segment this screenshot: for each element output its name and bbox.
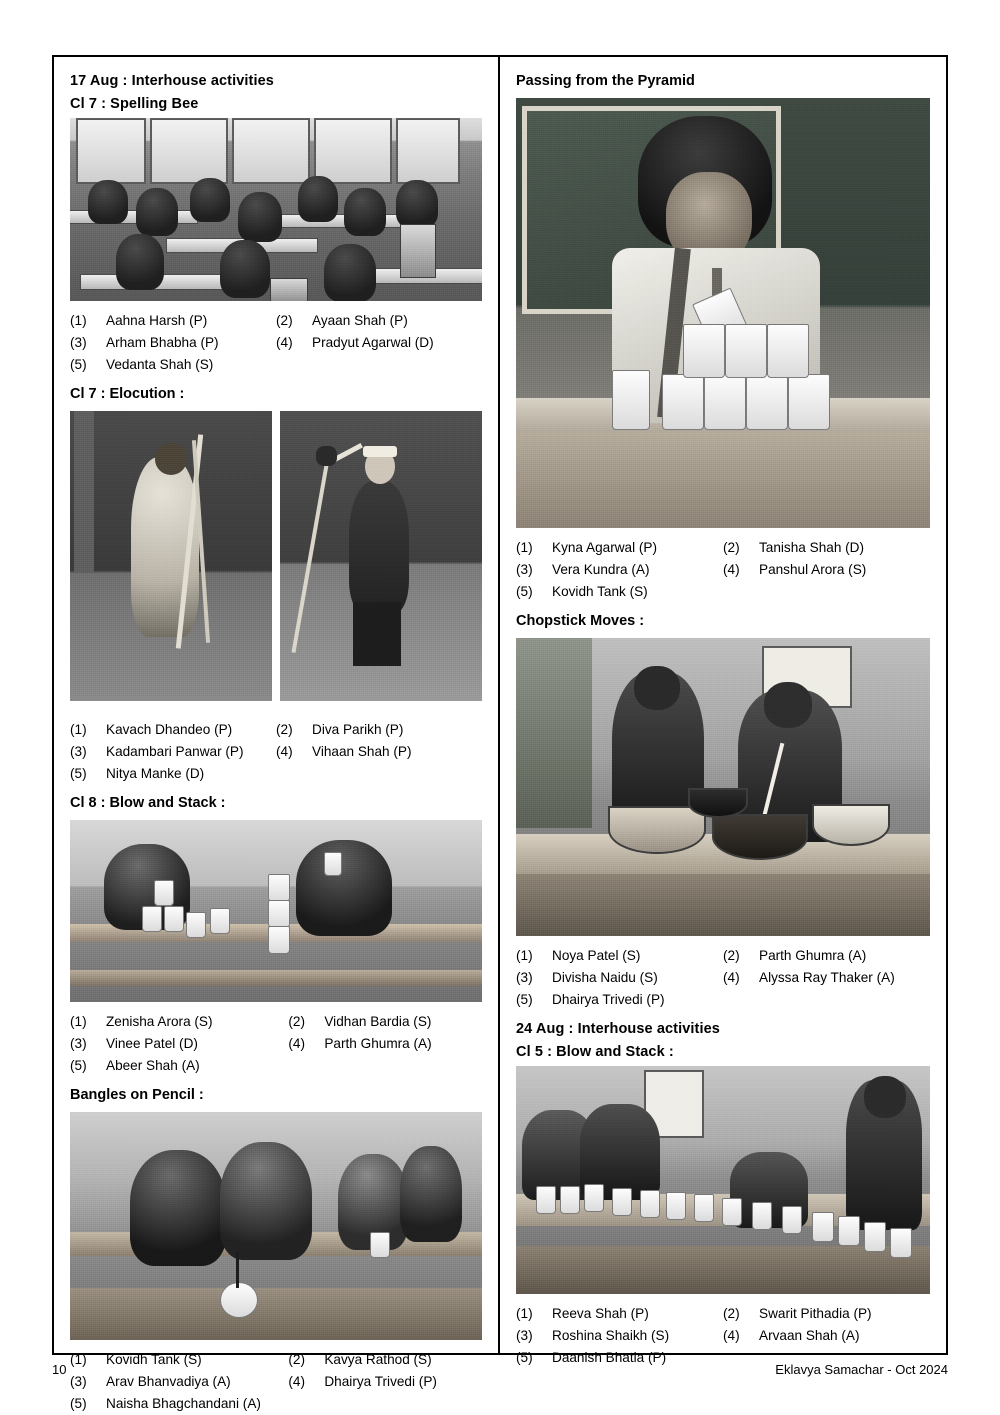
elocution-winners [70, 719, 482, 785]
spelling-bee-photo [70, 118, 482, 301]
winner-name: Kovidh Tank (S) [552, 584, 648, 600]
chopstick-heading: Chopstick Moves : [516, 613, 645, 630]
winner-name: Arham Bhabha (P) [106, 335, 219, 351]
winner-number: (1) [516, 1306, 533, 1322]
winner-number: (1) [516, 540, 533, 556]
winner-name: Vedanta Shah (S) [106, 357, 214, 373]
winner-row [70, 719, 482, 741]
winner-number: (3) [70, 1036, 87, 1052]
elocution-photo-row [70, 411, 482, 710]
winner-row [70, 1011, 482, 1033]
winner-item [276, 332, 434, 354]
winner-name: Divisha Naidu (S) [552, 970, 658, 986]
section-heading-17aug: 17 Aug : Interhouse activities [70, 73, 274, 89]
winner-number: (1) [70, 313, 87, 329]
winner-name: Ayaan Shah (P) [312, 313, 408, 329]
winner-name: Kavach Dhandeo (P) [106, 722, 233, 738]
page-number: 10 [52, 1362, 67, 1377]
spelling-bee-winners [70, 310, 482, 376]
winner-row [516, 581, 930, 603]
winner-row [516, 967, 930, 989]
winner-number: (3) [70, 1374, 87, 1390]
winner-name: Parth Ghumra (A) [759, 948, 867, 964]
elocution-microphone-photo [280, 411, 482, 701]
pyramid-photo [516, 98, 930, 528]
winner-number: (2) [723, 540, 740, 556]
winner-number: (1) [516, 948, 533, 964]
winner-row [516, 1325, 930, 1347]
winner-number: (3) [70, 744, 87, 760]
winner-item [516, 1325, 723, 1347]
winner-name: Kavya Rathod (S) [324, 1352, 432, 1368]
winner-name: Daanish Bhatia (P) [552, 1350, 667, 1366]
winner-item [723, 537, 864, 559]
winner-name: Roshina Shaikh (S) [552, 1328, 670, 1344]
winner-number: (2) [288, 1014, 305, 1030]
winner-number: (5) [516, 1350, 533, 1366]
winner-number: (4) [276, 335, 293, 351]
winner-name: Vera Kundra (A) [552, 562, 650, 578]
winner-row [70, 310, 482, 332]
winner-item [516, 1303, 723, 1325]
cl5-blow-and-stack-winners [516, 1303, 930, 1369]
winner-row [516, 945, 930, 967]
winner-item [70, 741, 276, 763]
winner-name: Dhairya Trivedi (P) [552, 992, 665, 1008]
winner-item [516, 537, 723, 559]
elocution-costume-photo [70, 411, 272, 701]
winner-row [70, 1055, 482, 1077]
winner-name: Swarit Pithadia (P) [759, 1306, 872, 1322]
winner-number: (5) [516, 992, 533, 1008]
winner-item [723, 1325, 860, 1347]
winner-number: (4) [288, 1036, 305, 1052]
winner-item [723, 1303, 872, 1325]
section-heading-cl5-blow-and-stack: Cl 5 : Blow and Stack : [516, 1044, 674, 1061]
winner-item [516, 989, 723, 1011]
page-footer [52, 1362, 948, 1377]
winner-number: (3) [516, 970, 533, 986]
winner-name: Noya Patel (S) [552, 948, 641, 964]
winner-number: (1) [70, 722, 87, 738]
winner-item [276, 741, 412, 763]
winner-name: Vinee Patel (D) [106, 1036, 198, 1052]
winner-item [70, 719, 276, 741]
winner-item [70, 1393, 288, 1415]
winner-name: Vidhan Bardia (S) [324, 1014, 432, 1030]
winner-number: (4) [723, 562, 740, 578]
winner-number: (3) [516, 562, 533, 578]
winner-number: (1) [70, 1352, 87, 1368]
winner-item [516, 581, 723, 603]
winner-number: (1) [70, 1014, 87, 1030]
winner-number: (4) [723, 970, 740, 986]
winner-number: (2) [723, 948, 740, 964]
winner-item [70, 1011, 288, 1033]
winner-item [276, 719, 403, 741]
bangles-on-pencil-photo [70, 1112, 482, 1340]
winner-name: Kadambari Panwar (P) [106, 744, 244, 760]
chopstick-photo [516, 638, 930, 936]
winner-row [516, 989, 930, 1011]
winner-number: (5) [516, 584, 533, 600]
issue-label: Eklavya Samachar - Oct 2024 [775, 1362, 948, 1377]
pyramid-heading: Passing from the Pyramid [516, 73, 695, 89]
winner-item [70, 1055, 288, 1077]
chopstick-winners [516, 945, 930, 1011]
winner-item [516, 945, 723, 967]
winner-item [723, 967, 895, 989]
winner-name: Abeer Shah (A) [106, 1058, 200, 1074]
winner-number: (3) [70, 335, 87, 351]
winner-name: Alyssa Ray Thaker (A) [759, 970, 895, 986]
winner-number: (5) [70, 766, 87, 782]
pyramid-winners [516, 537, 930, 603]
winner-row [516, 1303, 930, 1325]
winner-number: (5) [70, 1058, 87, 1074]
winner-row [70, 763, 482, 785]
winner-number: (2) [276, 722, 293, 738]
winner-number: (4) [723, 1328, 740, 1344]
winner-name: Arvaan Shah (A) [759, 1328, 860, 1344]
winner-row [70, 332, 482, 354]
winner-item [276, 310, 408, 332]
winner-name: Naisha Bhagchandani (A) [106, 1396, 261, 1412]
winner-name: Nitya Manke (D) [106, 766, 205, 782]
elocution-heading: Cl 7 : Elocution : [70, 386, 185, 403]
winner-name: Aahna Harsh (P) [106, 313, 208, 329]
winner-number: (2) [288, 1352, 305, 1368]
winner-item [288, 1033, 431, 1055]
winner-row [70, 354, 482, 376]
winner-item [70, 1033, 288, 1055]
winner-row [70, 1393, 482, 1415]
winner-name: Tanisha Shah (D) [759, 540, 865, 556]
winner-item [70, 763, 276, 785]
winner-name: Reeva Shah (P) [552, 1306, 649, 1322]
winner-name: Kovidh Tank (S) [106, 1352, 202, 1368]
winner-item [288, 1011, 431, 1033]
winner-number: (5) [70, 357, 87, 373]
winner-number: (2) [723, 1306, 740, 1322]
winner-item [723, 559, 866, 581]
winner-name: Vihaan Shah (P) [312, 744, 412, 760]
blow-and-stack-photo [70, 820, 482, 1002]
winner-row [70, 1033, 482, 1055]
section-heading-spelling-bee: Cl 7 : Spelling Bee [70, 96, 199, 113]
winner-row [70, 741, 482, 763]
bangles-on-pencil-winners [70, 1349, 482, 1415]
winner-name: Kyna Agarwal (P) [552, 540, 658, 556]
winner-name: Dhairya Trivedi (P) [324, 1374, 437, 1390]
blow-and-stack-winners [70, 1011, 482, 1077]
winner-number: (4) [276, 744, 293, 760]
bangles-on-pencil-heading: Bangles on Pencil : [70, 1087, 204, 1104]
winner-row [516, 537, 930, 559]
winner-item [70, 354, 276, 376]
winner-item [70, 332, 276, 354]
winner-name: Pradyut Agarwal (D) [312, 335, 434, 351]
section-heading-24aug: 24 Aug : Interhouse activities [516, 1021, 720, 1038]
winner-name: Panshul Arora (S) [759, 562, 867, 578]
right-column [500, 57, 946, 1366]
winner-name: Arav Bhanvadiya (A) [106, 1374, 231, 1390]
winner-number: (3) [516, 1328, 533, 1344]
winner-row [516, 559, 930, 581]
cl5-blow-and-stack-photo [516, 1066, 930, 1294]
blow-and-stack-heading: Cl 8 : Blow and Stack : [70, 795, 226, 812]
winner-name: Diva Parikh (P) [312, 722, 404, 738]
winner-name: Zenisha Arora (S) [106, 1014, 213, 1030]
winner-item [723, 945, 866, 967]
winner-number: (2) [276, 313, 293, 329]
winner-name: Parth Ghumra (A) [324, 1036, 432, 1052]
winner-number: (4) [288, 1374, 305, 1390]
winner-item [70, 310, 276, 332]
winner-number: (5) [70, 1396, 87, 1412]
winner-item [516, 559, 723, 581]
winner-item [516, 967, 723, 989]
